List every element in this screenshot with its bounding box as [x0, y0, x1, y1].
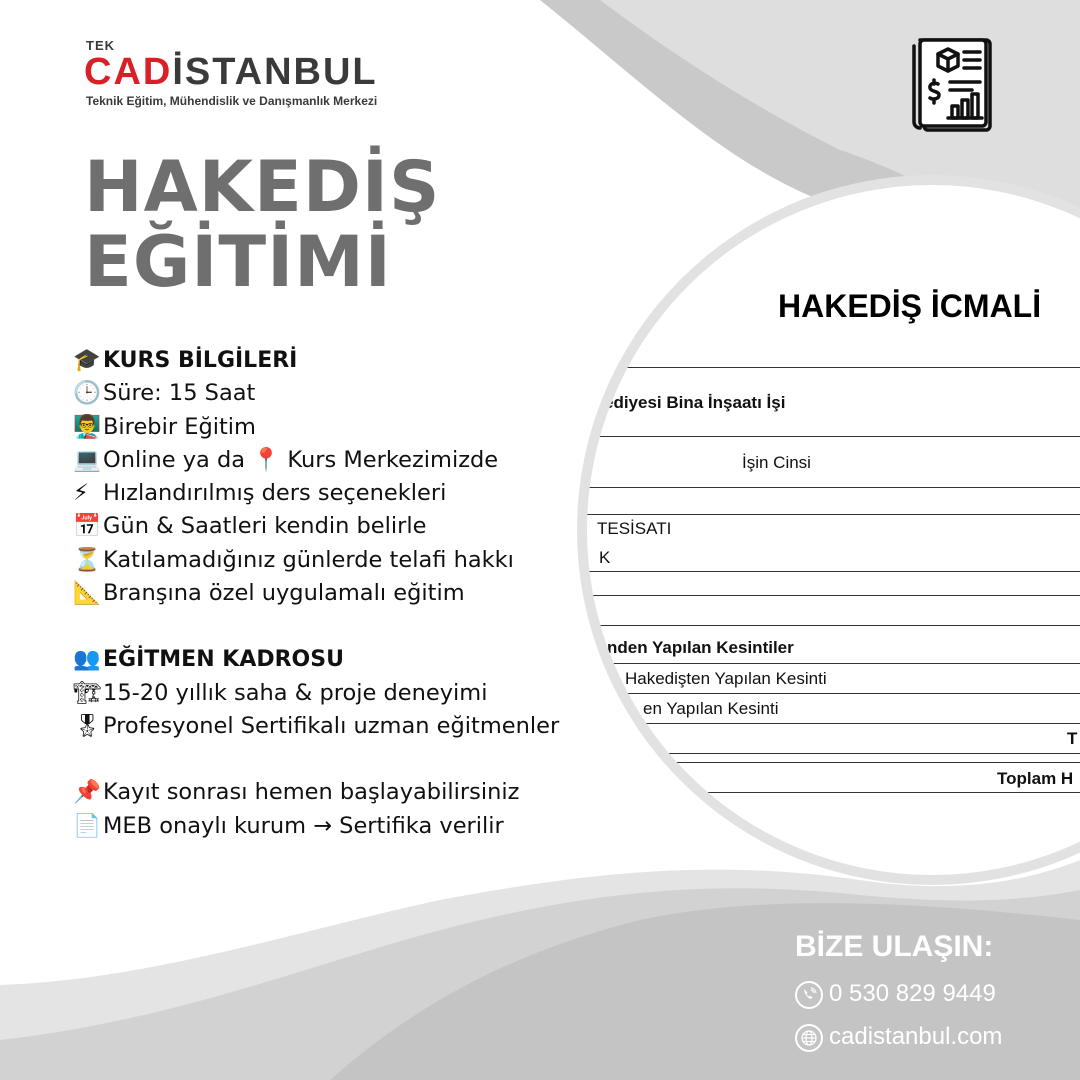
- brand-logo: [86, 38, 406, 108]
- instructors-heading: [73, 643, 573, 676]
- list-item-text: Profesyonel Sertifikalı uzman eğitmenler: [103, 712, 560, 739]
- course-info: [73, 344, 573, 843]
- title-line-2: EĞİTİMİ: [84, 221, 392, 303]
- list-item: [73, 577, 573, 610]
- website-link: cadistanbul.com: [829, 1023, 1003, 1050]
- phone-icon: [795, 981, 823, 1009]
- triangle-ruler-icon: 📐: [73, 580, 102, 607]
- document-row: nden Yapılan Kesintiler: [607, 638, 794, 657]
- calendar-icon: 📅: [73, 513, 102, 540]
- phone-row[interactable]: [795, 980, 996, 1009]
- logo-tagline: Teknik Eğitim, Mühendislik ve Danışmanlık Merkezi: [86, 94, 378, 108]
- teacher-icon: 👨‍🏫: [73, 413, 102, 440]
- people-icon: 👥: [73, 647, 101, 673]
- page-title: [84, 146, 441, 303]
- hourglass-icon: ⏳: [73, 546, 102, 573]
- list-item-text: 15-20 yıllık saha & proje deneyimi: [103, 679, 488, 706]
- invoice-document-icon: [910, 36, 994, 134]
- logo-istanbul: İSTANBUL: [172, 51, 378, 93]
- list-item: [73, 377, 573, 410]
- list-item-text: Branşına özel uygulamalı eğitim: [103, 580, 465, 607]
- pushpin-icon: 📌: [73, 779, 102, 806]
- list-item: [73, 444, 573, 477]
- phone-number: 0 530 829 9449: [829, 980, 996, 1007]
- list-item: [73, 810, 573, 843]
- document-row: İşin Cinsi: [742, 453, 811, 472]
- list-item: [73, 544, 573, 577]
- list-item-text: Hızlandırılmış ders seçenekleri: [103, 480, 447, 507]
- list-item: [73, 710, 573, 743]
- document-row: Toplam H: [997, 769, 1074, 788]
- globe-icon: [795, 1024, 823, 1052]
- list-item-text: Gün & Saatleri kendin belirle: [103, 513, 427, 540]
- document-row: en Yapılan Kesinti: [643, 699, 779, 718]
- document-preview-circle: [587, 185, 1080, 875]
- contact-heading: BİZE ULAŞIN:: [795, 930, 994, 963]
- clock-icon: 🕒: [73, 380, 102, 407]
- page-icon: 📄: [73, 812, 102, 839]
- list-item-text: MEB onaylı kurum → Sertifika verilir: [103, 812, 504, 839]
- logo-wordmark: [84, 50, 378, 94]
- document-preview: [587, 185, 1080, 875]
- construction-crane-icon: 🏗: [73, 679, 102, 706]
- document-row: TESİSATI: [597, 519, 672, 538]
- course-heading-label: KURS BİLGİLERİ: [103, 348, 298, 373]
- laptop-icon: 💻: [73, 446, 102, 473]
- instructors-heading-label: EĞİTMEN KADROSU: [103, 647, 344, 673]
- document-row: T: [1067, 729, 1078, 748]
- graduation-cap-icon: 🎓: [73, 348, 101, 373]
- lightning-icon: ⚡: [73, 480, 89, 507]
- document-row: ediyesi Bina İnşaatı İşi: [604, 393, 786, 412]
- document-title: HAKEDİŞ İCMALİ: [778, 288, 1042, 324]
- list-item: [73, 510, 573, 543]
- list-item: [73, 677, 573, 710]
- list-item-text: Kayıt sonrası hemen başlayabilirsiniz: [103, 779, 520, 806]
- list-item-text: Birebir Eğitim: [103, 413, 256, 440]
- medal-icon: 🎖: [73, 712, 102, 739]
- list-item-text: Süre: 15 Saat: [103, 380, 256, 407]
- document-row: K: [599, 548, 611, 567]
- course-heading: [73, 344, 573, 377]
- title-line-1: HAKEDİŞ: [84, 146, 441, 228]
- document-row: Hakedişten Yapılan Kesinti: [625, 669, 827, 688]
- logo-tek: TEK: [86, 38, 115, 53]
- website-row[interactable]: [795, 1023, 1002, 1052]
- list-item: [73, 776, 573, 809]
- list-item: [73, 411, 573, 444]
- logo-cad: CAD: [84, 51, 173, 93]
- list-item: [73, 477, 573, 510]
- list-item-text: Online ya da 📍 Kurs Merkezimizde: [103, 446, 499, 473]
- list-item-text: Katılamadığınız günlerde telafi hakkı: [103, 546, 514, 573]
